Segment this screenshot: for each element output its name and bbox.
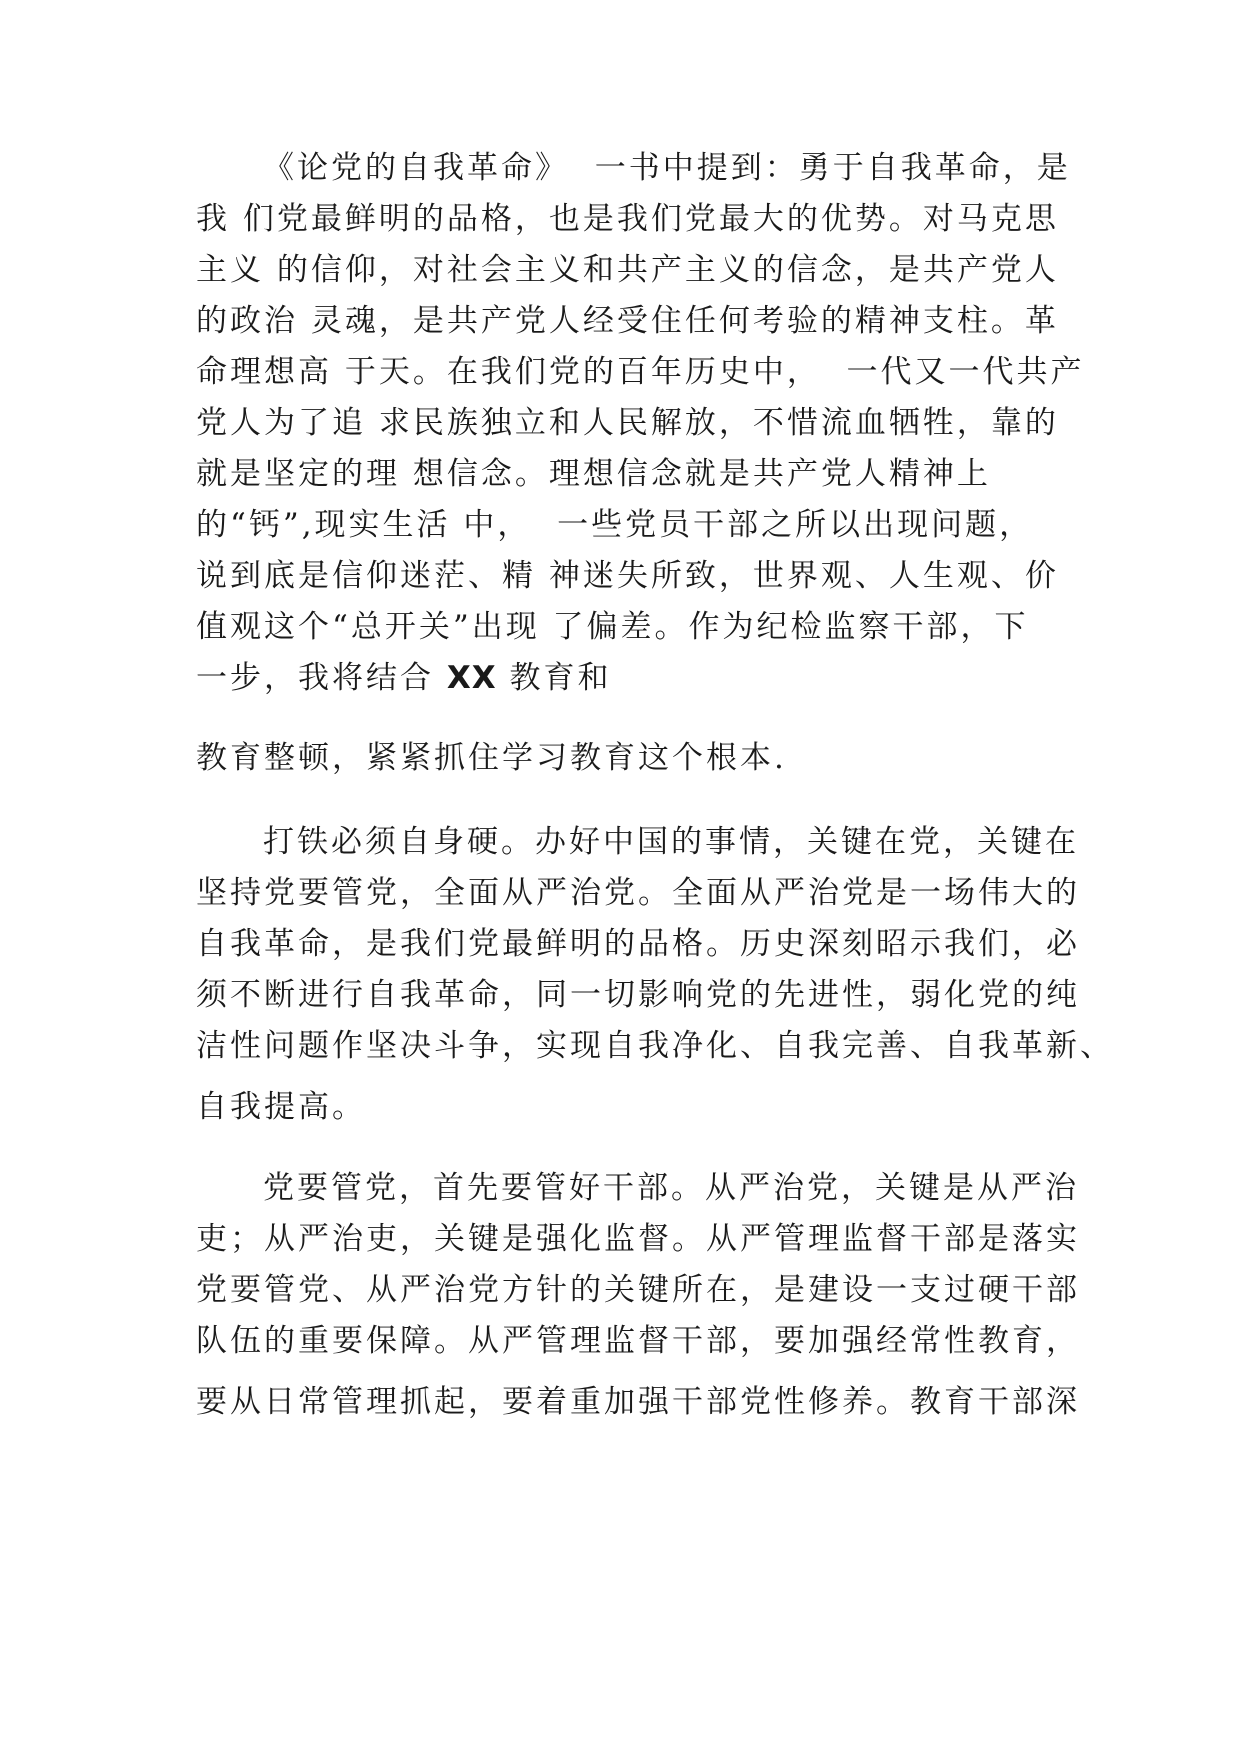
paragraph-2-line-1: 打铁必须自身硬。办好中国的事情，关键在党，关键在 [263, 824, 1079, 860]
paragraph-3-line-3: 党要管党、从严治党方针的关键所在，是建设一支过硬干部 [196, 1272, 1080, 1308]
paragraph-2-line-6: 自我提高。 [196, 1089, 366, 1125]
placeholder-xx: XX [446, 660, 497, 696]
paragraph-3-line-1: 党要管党，首先要管好干部。从严治党，关键是从严治 [263, 1170, 1079, 1206]
paragraph-3-line-5: 要从日常管理抓起，要着重加强干部党性修养。教育干部深 [196, 1384, 1080, 1420]
paragraph-1-line-7: 就是坚定的理 想信念。理想信念就是共产党人精神上 [196, 456, 991, 492]
paragraph-1-line-11 [196, 658, 612, 698]
paragraph-2-line-2: 坚持党要管党，全面从严治党。全面从严治党是一场伟大的 [196, 875, 1080, 911]
paragraph-1-line-5: 命理想高 于天。在我们党的百年历史中， 一代又一代共产 [196, 354, 1085, 390]
paragraph-2-line-5: 洁性问题作坚决斗争，实现自我净化、自我完善、自我革新、 [196, 1028, 1114, 1064]
paragraph-1-line-9: 说到底是信仰迷茫、精 神迷失所致，世界观、人生观、价 [196, 558, 1059, 594]
paragraph-1-line-11-prefix: 一步，我将结合 [196, 660, 447, 696]
paragraph-1-line-11-suffix: 教育和 [496, 660, 612, 696]
paragraph-1-continuation: 教育整顿，紧紧抓住学习教育这个根本. [196, 740, 787, 776]
paragraph-2-line-4: 须不断进行自我革命，同一切影响党的先进性，弱化党的纯 [196, 977, 1080, 1013]
paragraph-1-line-4: 的政治 灵魂，是共产党人经受住任何考验的精神支柱。革 [196, 303, 1059, 339]
paragraph-1-line-10: 值观这个“总开关”出现 了偏差。作为纪检监察干部，下 [196, 609, 1029, 645]
paragraph-1-line-6: 党人为了追 求民族独立和人民解放，不惜流血牺牲，靠的 [196, 405, 1059, 441]
paragraph-3-line-2: 吏；从严治吏，关键是强化监督。从严管理监督干部是落实 [196, 1221, 1080, 1257]
paragraph-1-line-2: 我 们党最鲜明的品格，也是我们党最大的优势。对马克思 [196, 201, 1059, 237]
paragraph-1-line-8: 的“钙”,现实生活 中， 一些党员干部之所以出现问题， [196, 507, 1034, 543]
paragraph-1-line-1: 《论党的自我革命》 一书中提到：勇于自我革命，是 [263, 150, 1071, 186]
paragraph-3-line-4: 队伍的重要保障。从严管理监督干部，要加强经常性教育， [196, 1323, 1080, 1359]
paragraph-1-line-3: 主义 的信仰，对社会主义和共产主义的信念，是共产党人 [196, 252, 1059, 288]
paragraph-2-line-3: 自我革命，是我们党最鲜明的品格。历史深刻昭示我们，必 [196, 926, 1080, 962]
